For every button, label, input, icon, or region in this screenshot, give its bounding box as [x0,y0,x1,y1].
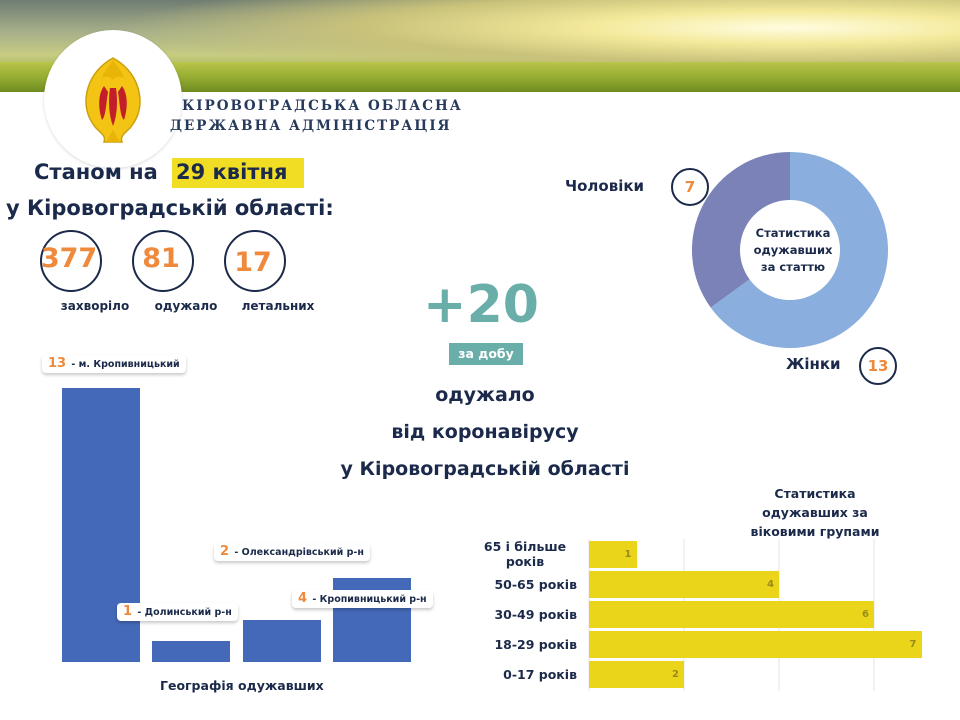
age-category-label-2: 30-49 років [494,607,577,622]
geo-callout-value-2: 2 [220,544,230,559]
age-bar-4 [589,661,684,688]
age-bar-value-0: 1 [624,549,632,560]
stat-label-deaths: летальних [241,299,315,313]
stat-value-deaths: 17 [234,247,272,278]
daily-text-line2: від коронавірусу [391,421,579,443]
pie-label-men: Чоловіки [565,177,645,195]
geo-callout-label-0: - м. Кропивницький [71,359,180,370]
age-category-label-0: 65 і більше років [483,539,567,569]
report-date: 29 квітня [176,160,288,184]
stat-label-recovered: одужало [154,299,218,313]
org-name-line1: КІРОВОГРАДСЬКА ОБЛАСНА [182,98,463,114]
geo-callout-1 [117,603,238,621]
coat-of-arms-icon [44,30,182,168]
geo-callout-3 [292,590,433,608]
stat-label-infected: захворіло [60,299,130,313]
daily-text-line1: одужало [435,384,535,406]
age-bar-value-1: 4 [767,579,774,590]
geo-callout-label-1: - Долинський р-н [137,607,232,618]
pie-label-women: Жінки [786,355,841,373]
org-name-line2: ДЕРЖАВНА АДМІНІСТРАЦІЯ [170,118,452,134]
geo-callout-0 [42,355,186,373]
geo-callout-2 [214,543,370,561]
daily-period-badge: за добу [449,343,523,365]
organization-name [170,96,463,136]
age-category-label-4: 0-17 років [503,667,577,682]
geo-callout-value-0: 13 [48,356,67,371]
age-bar-3 [589,631,922,658]
geo-bar-1 [152,641,230,662]
age-bar-value-2: 6 [862,609,869,620]
age-category-label-1: 50-65 років [494,577,577,592]
logo-circle [44,30,182,168]
as-of-label: Станом на [34,160,158,184]
stat-value-recovered: 81 [142,243,180,274]
region-label: у Кіровоградській області: [6,196,334,220]
geo-callout-value-1: 1 [123,604,133,619]
age-category-label-3: 18-29 років [494,637,577,652]
geo-chart-title: Географія одужавших [160,678,324,693]
stat-value-infected: 377 [40,243,98,274]
daily-recovered-value: +20 [423,275,539,335]
donut-center-title: Статистика одужавших за статтю [753,226,833,274]
pie-value-women: 13 [859,347,897,385]
age-bar-value-3: 7 [909,639,917,650]
age-chart-title: Статистика одужавших за віковими групами [750,486,880,539]
daily-text-line3: у Кіровоградській області [340,458,630,480]
geo-bar-2 [243,620,321,662]
geo-callout-value-3: 4 [298,591,308,606]
geo-callout-label-2: - Олександрівський р-н [234,547,364,558]
geo-callout-label-3: - Кропивницький р-н [312,594,427,605]
age-bar-2 [589,601,874,628]
age-bar-value-4: 2 [672,669,679,680]
age-bar-1 [589,571,779,598]
pie-value-men: 7 [671,168,709,206]
